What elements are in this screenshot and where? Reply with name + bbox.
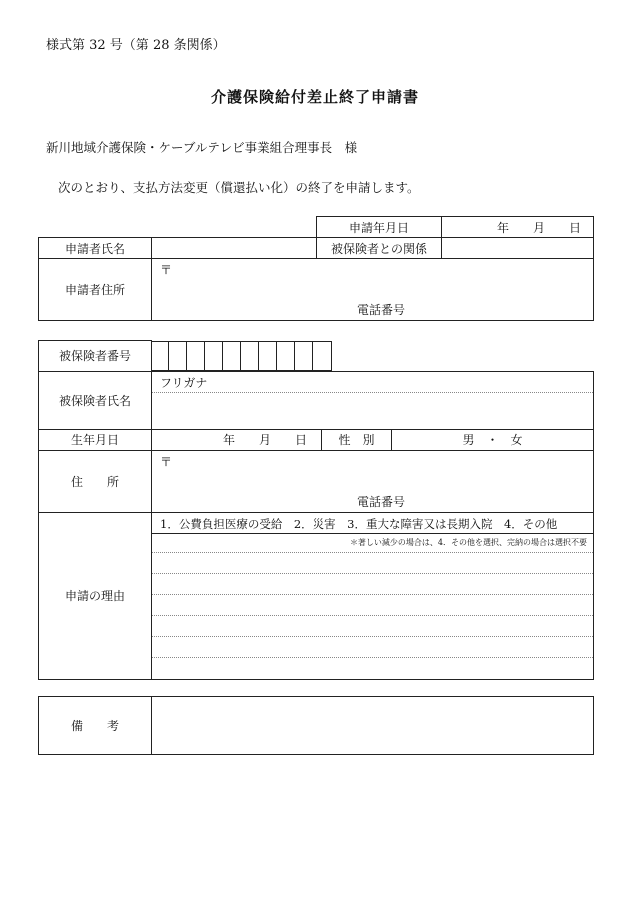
relation-label: 被保険者との関係 [317,238,442,259]
birth-date-field[interactable]: 年 月 日 [152,429,322,450]
applicant-address-label: 申請者住所 [39,259,152,321]
application-date-field[interactable]: 年 月 日 [442,217,594,238]
furigana-label: フリガナ [160,375,208,390]
page-title: 介護保険給付差止終了申請書 [210,88,419,106]
phone-label: 電話番号 [357,303,406,317]
applicant-address-field[interactable] [152,259,594,321]
addressee: 新川地域介護保険・ケーブルテレビ事業組合理事長 様 [46,140,358,155]
digit-box[interactable] [241,342,259,370]
reason-label: 申請の理由 [39,512,152,679]
reason-line [152,636,593,637]
digit-box[interactable] [187,342,205,370]
reason-line [152,552,593,553]
phone-label: 電話番号 [357,494,406,509]
digit-box[interactable] [223,342,241,370]
reason-line [152,573,593,574]
applicant-name-label: 申請者氏名 [39,238,152,259]
digit-box[interactable] [151,342,169,370]
postal-mark: 〒 [160,263,173,277]
sex-field[interactable]: 男 ・ 女 [392,429,594,450]
reason-line [152,594,593,595]
insured-address-field[interactable] [152,450,594,512]
applicant-table [38,216,594,321]
remarks-field[interactable] [152,697,594,755]
reason-note: ＊著しい減少の場合は、4．その他を選択、完納の場合は選択不要 [349,537,588,547]
digit-box[interactable] [169,342,187,370]
remarks-label: 備 考 [39,697,152,755]
digit-box[interactable] [313,342,332,370]
insured-name-label: 被保険者氏名 [39,371,152,429]
insured-table [38,340,594,680]
digit-box[interactable] [205,342,223,370]
insured-name-field[interactable] [152,371,594,429]
digit-box[interactable] [277,342,295,370]
application-date-label: 申請年月日 [317,217,442,238]
insured-number-boxes[interactable] [151,341,332,371]
reason-options-divider [152,533,593,534]
reason-options[interactable]: 1．公費負担医療の受給 2．災害 3．重大な障害又は長期入院 4．その他 [160,516,558,531]
furigana-divider [152,392,593,393]
remarks-table [38,696,594,755]
reason-line [152,615,593,616]
intro-text: 次のとおり、支払方法変更（償還払い化）の終了を申請します。 [58,180,420,195]
sex-label: 性 別 [322,429,392,450]
insured-address-label: 住 所 [39,450,152,512]
digit-box[interactable] [259,342,277,370]
postal-mark: 〒 [160,454,173,469]
birth-date-label: 生年月日 [39,429,152,450]
reason-field[interactable] [152,512,594,679]
relation-field[interactable] [442,238,594,259]
applicant-name-field[interactable] [152,238,317,259]
digit-box[interactable] [295,342,313,370]
form-number: 様式第 32 号（第 28 条関係） [46,38,226,53]
insured-number-label: 被保険者番号 [39,341,152,372]
reason-line [152,657,593,658]
